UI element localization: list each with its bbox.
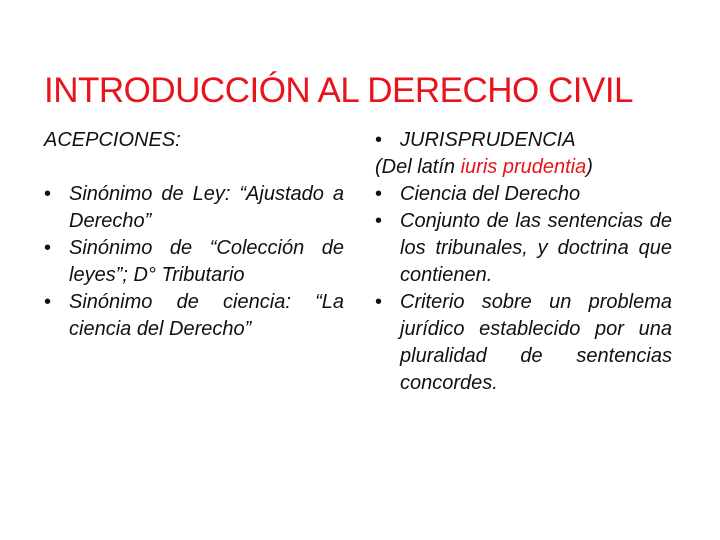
list-item-text: Conjunto de las sentencias de los tribunales, y doctrina que contienen.: [400, 210, 672, 286]
list-item: [44, 289, 344, 343]
list-item-text: Sinónimo de “Colección de leyes”; D° Tributario: [69, 237, 344, 286]
etymology-term: iuris prudentia: [460, 156, 587, 178]
etymology-line: [375, 154, 672, 181]
etymology-suffix: ): [586, 156, 593, 178]
list-item-text: Criterio sobre un problema jurídico establecido por una pluralidad de sentencias concordes.: [400, 291, 672, 394]
bullet-icon: •: [44, 183, 52, 205]
bullet-icon: •: [44, 237, 52, 259]
bullet-icon: •: [375, 183, 383, 205]
list-item: [44, 181, 344, 235]
left-column: [44, 127, 344, 343]
bullet-icon: •: [44, 291, 52, 313]
acepciones-list: [44, 181, 344, 343]
bullet-icon: •: [375, 291, 383, 313]
slide-title: INTRODUCCIÓN AL DERECHO CIVIL: [44, 71, 634, 111]
list-item: [44, 235, 344, 289]
right-column: [375, 127, 672, 397]
jurisprudencia-heading: [375, 127, 672, 154]
etymology-prefix: (Del latín: [375, 156, 461, 178]
list-item-text: Ciencia del Derecho: [400, 183, 581, 205]
jurisprudencia-heading-text: JURISPRUDENCIA: [400, 129, 576, 151]
jurisprudencia-list: [375, 181, 672, 397]
list-item-text: Sinónimo de ciencia: “La ciencia del Derecho”: [69, 291, 344, 340]
bullet-icon: •: [375, 210, 383, 232]
list-item: [375, 181, 672, 208]
spacer: [44, 154, 344, 181]
list-item-text: Sinónimo de Ley: “Ajustado a Derecho”: [69, 183, 344, 232]
bullet-icon: •: [375, 129, 383, 151]
list-item: [375, 208, 672, 289]
acepciones-heading: ACEPCIONES:: [44, 129, 181, 151]
list-item: [375, 289, 672, 397]
